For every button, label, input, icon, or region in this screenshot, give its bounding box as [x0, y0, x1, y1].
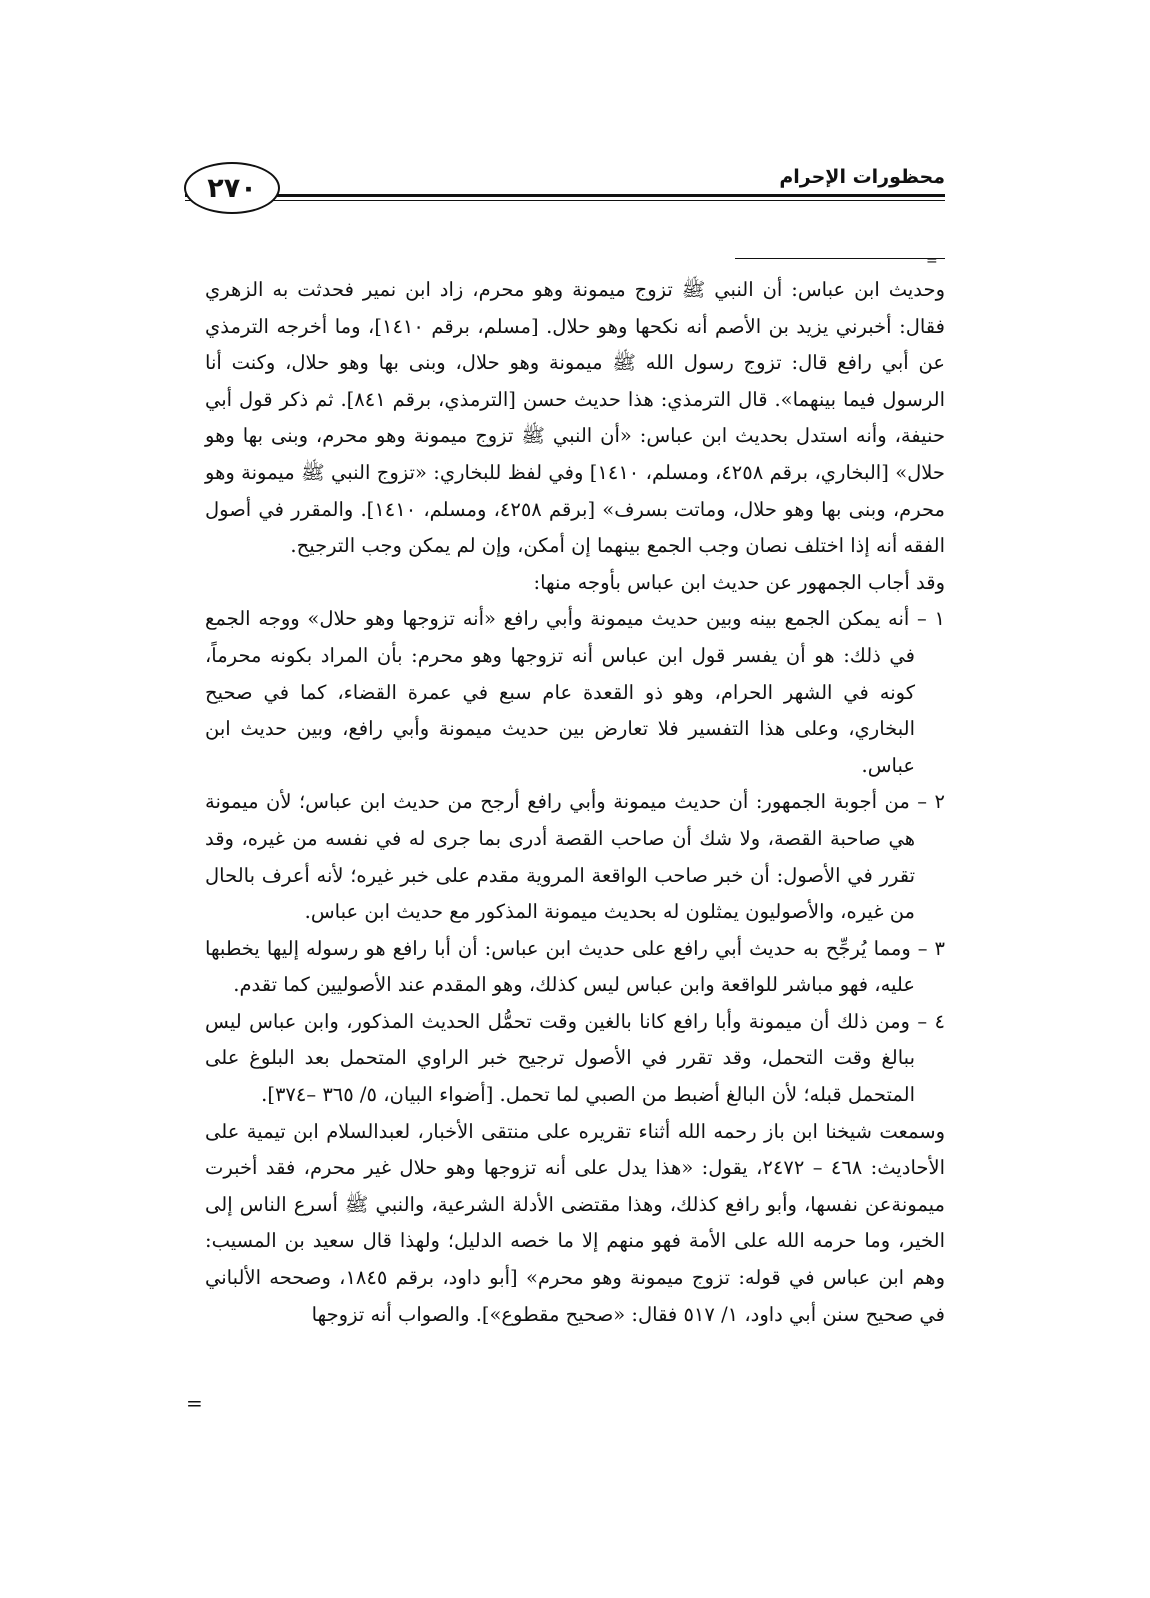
list-item: ٣ – ومما يُرجِّح به حديث أبي رافع على حديث ابن عباس: أن أبا رافع هو رسوله إليها يخطبها عليه، فهو مباشر للواقعة وابن عباس ليس كذلك، وهو المقدم عند الأصوليين كما تقدم. — [205, 936, 945, 997]
header-rule-thick — [185, 194, 945, 197]
continuation-mark-top: = — [926, 253, 938, 269]
body-text — [205, 272, 945, 1333]
paragraph: وسمعت شيخنا ابن باز رحمه الله أثناء تقريره على منتقى الأخبار، لعبدالسلام ابن تيمية على الأحاديث: ٤٦٨ – ٢٤٧٢، يقول: «هذا يدل على أنه تزوجها وهو حلال غير محرم، فقد أخبرت ميمونةعن نفسها، وأبو رافع كذلك، وهذا مقتضى الأدلة الشرعية، والنبي ﷺ أسرع الناس إلى الخير، وما حرمه الله على الأمة فهو منهم إلا ما خصه الدليل؛ ولهذا قال سعيد بن المسيب: وهم ابن عباس في قوله: تزوج ميمونة وهو محرم» [أبو داود، برقم ١٨٤٥، وصححه الألباني في صحيح سنن أبي داود، ١/ ٥١٧ فقال: «صحيح مقطوع»]. والصواب أنه تزوجها — [205, 1119, 946, 1326]
footnote-separator — [735, 258, 945, 259]
page-header — [185, 160, 945, 220]
paragraph: وحديث ابن عباس: أن النبي ﷺ تزوج ميمونة وهو محرم، زاد ابن نمير فحدثت به الزهري فقال: أخبرني يزيد بن الأصم أنه نكحها وهو حلال. [مسلم، برقم ١٤١٠]، وما أخرجه الترمذي عن أبي رافع قال: تزوج رسول الله ﷺ ميمونة وهو حلال، وبنى بها وهو حلال، وكنت أنا الرسول فيما بينهما». قال الترمذي: هذا حديث حسن [الترمذي، برقم ٨٤١]. ثم ذكر قول أبي حنيفة، وأنه استدل بحديث ابن عباس: «أن النبي ﷺ تزوج ميمونة وهو محرم، وبنى بها وهو حلال» [البخاري، برقم ٤٢٥٨، ومسلم، ١٤١٠] وفي لفظ للبخاري: «تزوج النبي ﷺ ميمونة وهو محرم، وبنى بها وهو حلال، وماتت بسرف» [برقم ٤٢٥٨، ومسلم، ١٤١٠]. والمقرر في أصول الفقه أنه إذا اختلف نصان وجب الجمع بينهما إن أمكن، وإن لم يمكن وجب الترجيح. — [205, 278, 945, 558]
chapter-title: محظورات الإحرام — [779, 166, 945, 188]
list-item: ٤ – ومن ذلك أن ميمونة وأبا رافع كانا بالغين وقت تحمُّل الحديث المذكور، وابن عباس ليس ببالغ وقت التحمل، وقد تقرر في الأصول ترجيح خبر الراوي المتحمل بعد البلوغ على المتحمل قبله؛ لأن البالغ أضبط من الصبي لما تحمل. [أضواء البيان، ٥/ ٣٦٥ –٣٧٤]. — [205, 1009, 945, 1107]
list-item: ١ – أنه يمكن الجمع بينه وبين حديث ميمونة وأبي رافع «أنه تزوجها وهو حلال» ووجه الجمع في ذلك: هو أن يفسر قول ابن عباس أنه تزوجها وهو محرم: بأن المراد بكونه محرماً، كونه في الشهر الحرام، وهو ذو القعدة عام سبع في عمرة القضاء، كما في صحيح البخاري، وعلى هذا التفسير فلا تعارض بين حديث ميمونة وأبي رافع، وبين حديث ابن عباس. — [205, 607, 945, 777]
list-item: ٢ – من أجوبة الجمهور: أن حديث ميمونة وأبي رافع أرجح من حديث ابن عباس؛ لأن ميمونة هي صاحبة القصة، ولا شك أن صاحب القصة أدرى بما جرى له في نفسه من غيره، وقد تقرر في الأصول: أن خبر صاحب الواقعة المروية مقدم على خبر غيره؛ لأنه أعرف بالحال من غيره، والأصوليون يمثلون له بحديث ميمونة المذكور مع حديث ابن عباس. — [205, 790, 945, 924]
page-number: ٢٧٠ — [184, 162, 280, 214]
paragraph: وقد أجاب الجمهور عن حديث ابن عباس بأوجه منها: — [533, 570, 945, 594]
continuation-mark-bottom: = — [186, 1391, 203, 1415]
header-rule-thin — [185, 200, 945, 201]
